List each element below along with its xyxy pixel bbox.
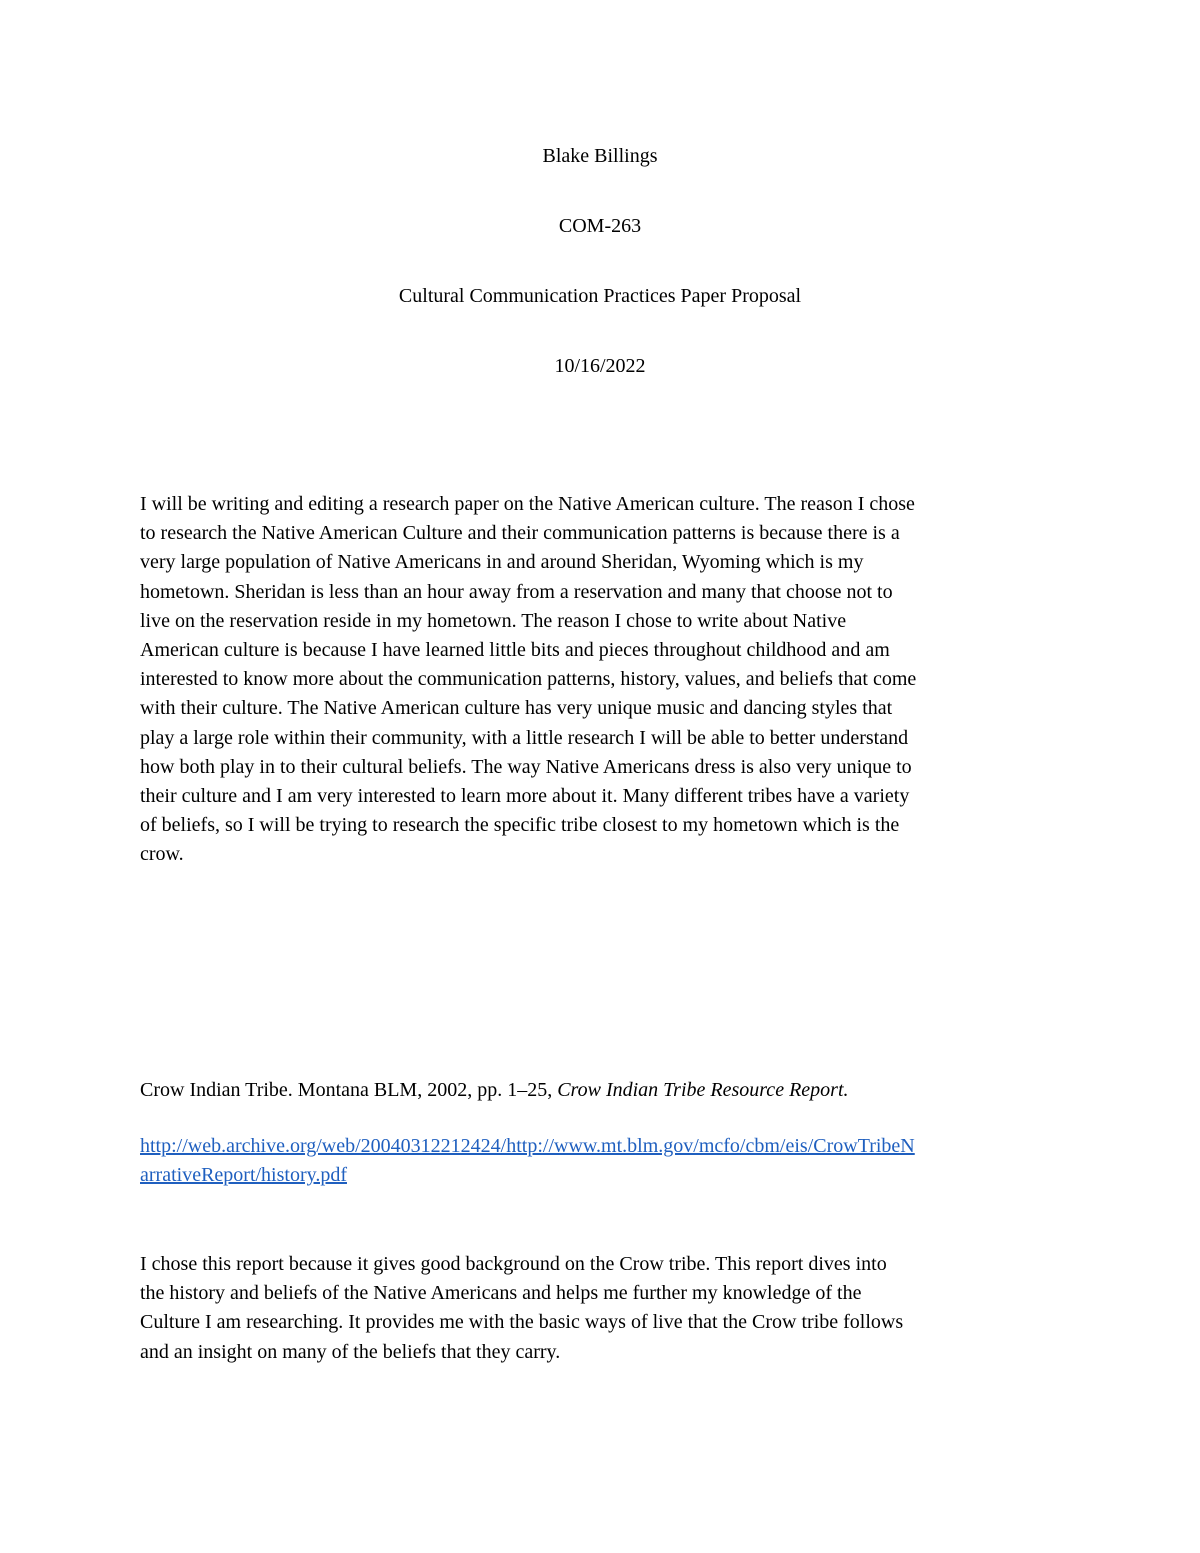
paragraph-line: hometown. Sheridan is less than an hour away from a reservation and many that choose not to bbox=[140, 580, 893, 603]
paragraph-line: to research the Native American Culture and their communication patterns is because there is a bbox=[140, 522, 900, 545]
paragraph-line: live on the reservation reside in my hometown. The reason I chose to write about Native bbox=[140, 609, 847, 632]
paragraph-line: I will be writing and editing a research paper on the Native American culture. The reason I chose bbox=[140, 493, 915, 515]
paper-title: Cultural Communication Practices Paper Proposal bbox=[398, 285, 802, 307]
paragraph-line: how both play in to their cultural beliefs. The way Native Americans dress is also very unique to bbox=[140, 755, 912, 778]
citation-url-line: arrativeReport/history.pdf bbox=[140, 1164, 347, 1187]
citation-link[interactable] bbox=[140, 1132, 1060, 1190]
paper-date: 10/16/2022 bbox=[554, 355, 646, 377]
author-name: Blake Billings bbox=[542, 145, 658, 167]
proposal-paragraph bbox=[140, 490, 1060, 870]
paragraph-line: interested to know more about the communication patterns, history, values, and beliefs that come bbox=[140, 668, 917, 691]
paragraph-line: of beliefs, so I will be trying to research the specific tribe closest to my hometown which is the bbox=[140, 814, 900, 837]
paragraph-line: crow. bbox=[140, 843, 184, 866]
paragraph-line: their culture and I am very interested to learn more about it. Many different tribes have a variety bbox=[140, 785, 910, 808]
annotation-paragraph bbox=[140, 1250, 1060, 1367]
citation-source-title: Crow Indian Tribe Resource Report. bbox=[557, 1079, 849, 1101]
citation-prefix: Crow Indian Tribe. Montana BLM, 2002, pp. 1–25, bbox=[140, 1079, 558, 1101]
paragraph-line: American culture is because I have learned little bits and pieces throughout childhood and am bbox=[140, 639, 890, 662]
paragraph-line: I chose this report because it gives good background on the Crow tribe. This report dives into bbox=[140, 1253, 887, 1275]
course-code: COM-263 bbox=[558, 215, 642, 237]
paragraph-line: play a large role within their community, with a little research I will be able to better understand bbox=[140, 726, 909, 749]
citation-url-line: http://web.archive.org/web/20040312212424/http://www.mt.blm.gov/mcfo/cbm/eis/CrowTribeN bbox=[140, 1135, 915, 1157]
paragraph-line: the history and beliefs of the Native Americans and helps me further my knowledge of the bbox=[140, 1282, 862, 1305]
paragraph-line: with their culture. The Native American culture has very unique music and dancing styles that bbox=[140, 697, 893, 720]
citation-line bbox=[140, 1076, 1060, 1105]
citation-url bbox=[140, 1132, 1060, 1190]
paragraph-line: and an insight on many of the beliefs that they carry. bbox=[140, 1340, 561, 1363]
citation-entry bbox=[140, 1076, 1060, 1105]
paragraph-line: Culture I am researching. It provides me with the basic ways of live that the Crow tribe follows bbox=[140, 1311, 904, 1334]
paragraph-line: very large population of Native Americans in and around Sheridan, Wyoming which is my bbox=[140, 551, 864, 574]
